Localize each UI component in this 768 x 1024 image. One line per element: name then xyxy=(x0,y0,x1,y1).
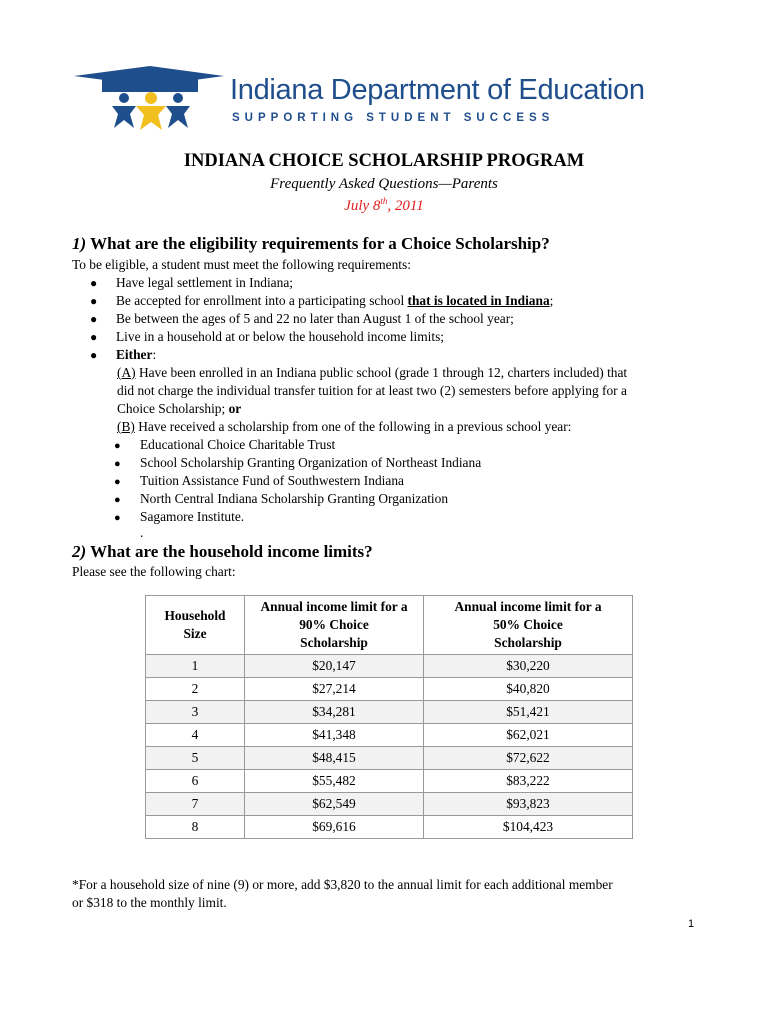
table-row: 2 $27,214 $40,820 xyxy=(146,678,633,701)
stray-period: . xyxy=(140,525,144,540)
bullet-icon: ● xyxy=(90,312,98,326)
table-row: 4 $41,348 $62,021 xyxy=(146,724,633,747)
document-date xyxy=(0,196,768,215)
list-item: ● Tuition Assistance Fund of Southwestern Indiana xyxy=(114,472,404,491)
question-number: 2) xyxy=(72,542,87,561)
footnote-line: or $318 to the monthly limit. xyxy=(72,895,227,910)
option-a-line: (A) Have been enrolled in an Indiana public school (grade 1 through 12, charters included) that xyxy=(117,365,628,380)
table-row: 3 $34,281 $51,421 xyxy=(146,701,633,724)
question-text: What are the household income limits? xyxy=(90,542,373,561)
list-item: ● Have legal settlement in Indiana; xyxy=(90,275,293,290)
bullet-icon: ● xyxy=(90,294,98,308)
list-item: ● Be accepted for enrollment into a participating school that is located in Indiana; xyxy=(90,293,554,308)
column-header-household-size: Household Size xyxy=(146,596,245,655)
list-item: ● Educational Choice Charitable Trust xyxy=(114,436,335,455)
question-number: 1) xyxy=(72,234,87,253)
list-item: ● Live in a household at or below the household income limits; xyxy=(90,329,445,344)
column-header-50-percent: Annual income limit for a 50% Choice Scholarship xyxy=(424,596,633,655)
table-row: 8 $69,616 $104,423 xyxy=(146,816,633,839)
letterhead xyxy=(72,62,712,132)
list-item: ● Be between the ages of 5 and 22 no later than August 1 of the school year; xyxy=(90,311,514,326)
bullet-icon: ● xyxy=(114,512,121,524)
org-tagline: SUPPORTING STUDENT SUCCESS xyxy=(232,112,555,124)
date-main: July 8 xyxy=(344,198,381,214)
question-text: What are the eligibility requirements for a Choice Scholarship? xyxy=(90,234,550,253)
page-title: INDIANA CHOICE SCHOLARSHIP PROGRAM xyxy=(183,151,585,171)
bullet-icon: ● xyxy=(114,440,121,452)
date-suffix: th xyxy=(380,196,388,206)
column-header-90-percent: Annual income limit for a 90% Choice Scholarship xyxy=(245,596,424,655)
table-row: 7 $62,549 $93,823 xyxy=(146,793,633,816)
footnote-line: *For a household size of nine (9) or more, add $3,820 to the annual limit for each additional member xyxy=(72,877,613,892)
option-a-line: did not charge the individual transfer tuition for at least two (2) semesters before applying for a xyxy=(117,383,627,398)
bullet-icon: ● xyxy=(90,276,98,290)
bullet-icon: ● xyxy=(114,476,121,488)
emphasis-located-in-indiana: that is located in Indiana xyxy=(407,293,550,308)
idoe-logo-icon xyxy=(72,62,227,132)
list-item: ● North Central Indiana Scholarship Granting Organization xyxy=(114,490,448,509)
list-item-either: ● Either: xyxy=(90,347,157,362)
bullet-icon: ● xyxy=(90,330,98,344)
q1-intro: To be eligible, a student must meet the following requirements: xyxy=(72,257,411,272)
bullet-icon: ● xyxy=(90,348,98,362)
question-1-heading xyxy=(72,234,550,254)
income-limit-table xyxy=(145,595,633,839)
page-subtitle: Frequently Asked Questions—Parents xyxy=(270,176,498,192)
date-year: , 2011 xyxy=(387,198,424,214)
list-item: ● School Scholarship Granting Organization of Northeast Indiana xyxy=(114,454,481,473)
list-item: ● Sagamore Institute. xyxy=(114,508,244,527)
q2-intro: Please see the following chart: xyxy=(72,564,236,579)
bullet-icon: ● xyxy=(114,494,121,506)
question-2-heading xyxy=(72,542,373,562)
table-header-row xyxy=(146,596,633,655)
option-b-line: (B) Have received a scholarship from one of the following in a previous school year: xyxy=(117,419,572,434)
org-name: Indiana Department of Education xyxy=(230,74,645,106)
page-number: 1 xyxy=(688,918,695,930)
option-a-line: Choice Scholarship; or xyxy=(117,401,242,416)
table-row: 5 $48,415 $72,622 xyxy=(146,747,633,770)
bullet-icon: ● xyxy=(114,458,121,470)
table-row: 6 $55,482 $83,222 xyxy=(146,770,633,793)
table-row: 1 $20,147 $30,220 xyxy=(146,655,633,678)
